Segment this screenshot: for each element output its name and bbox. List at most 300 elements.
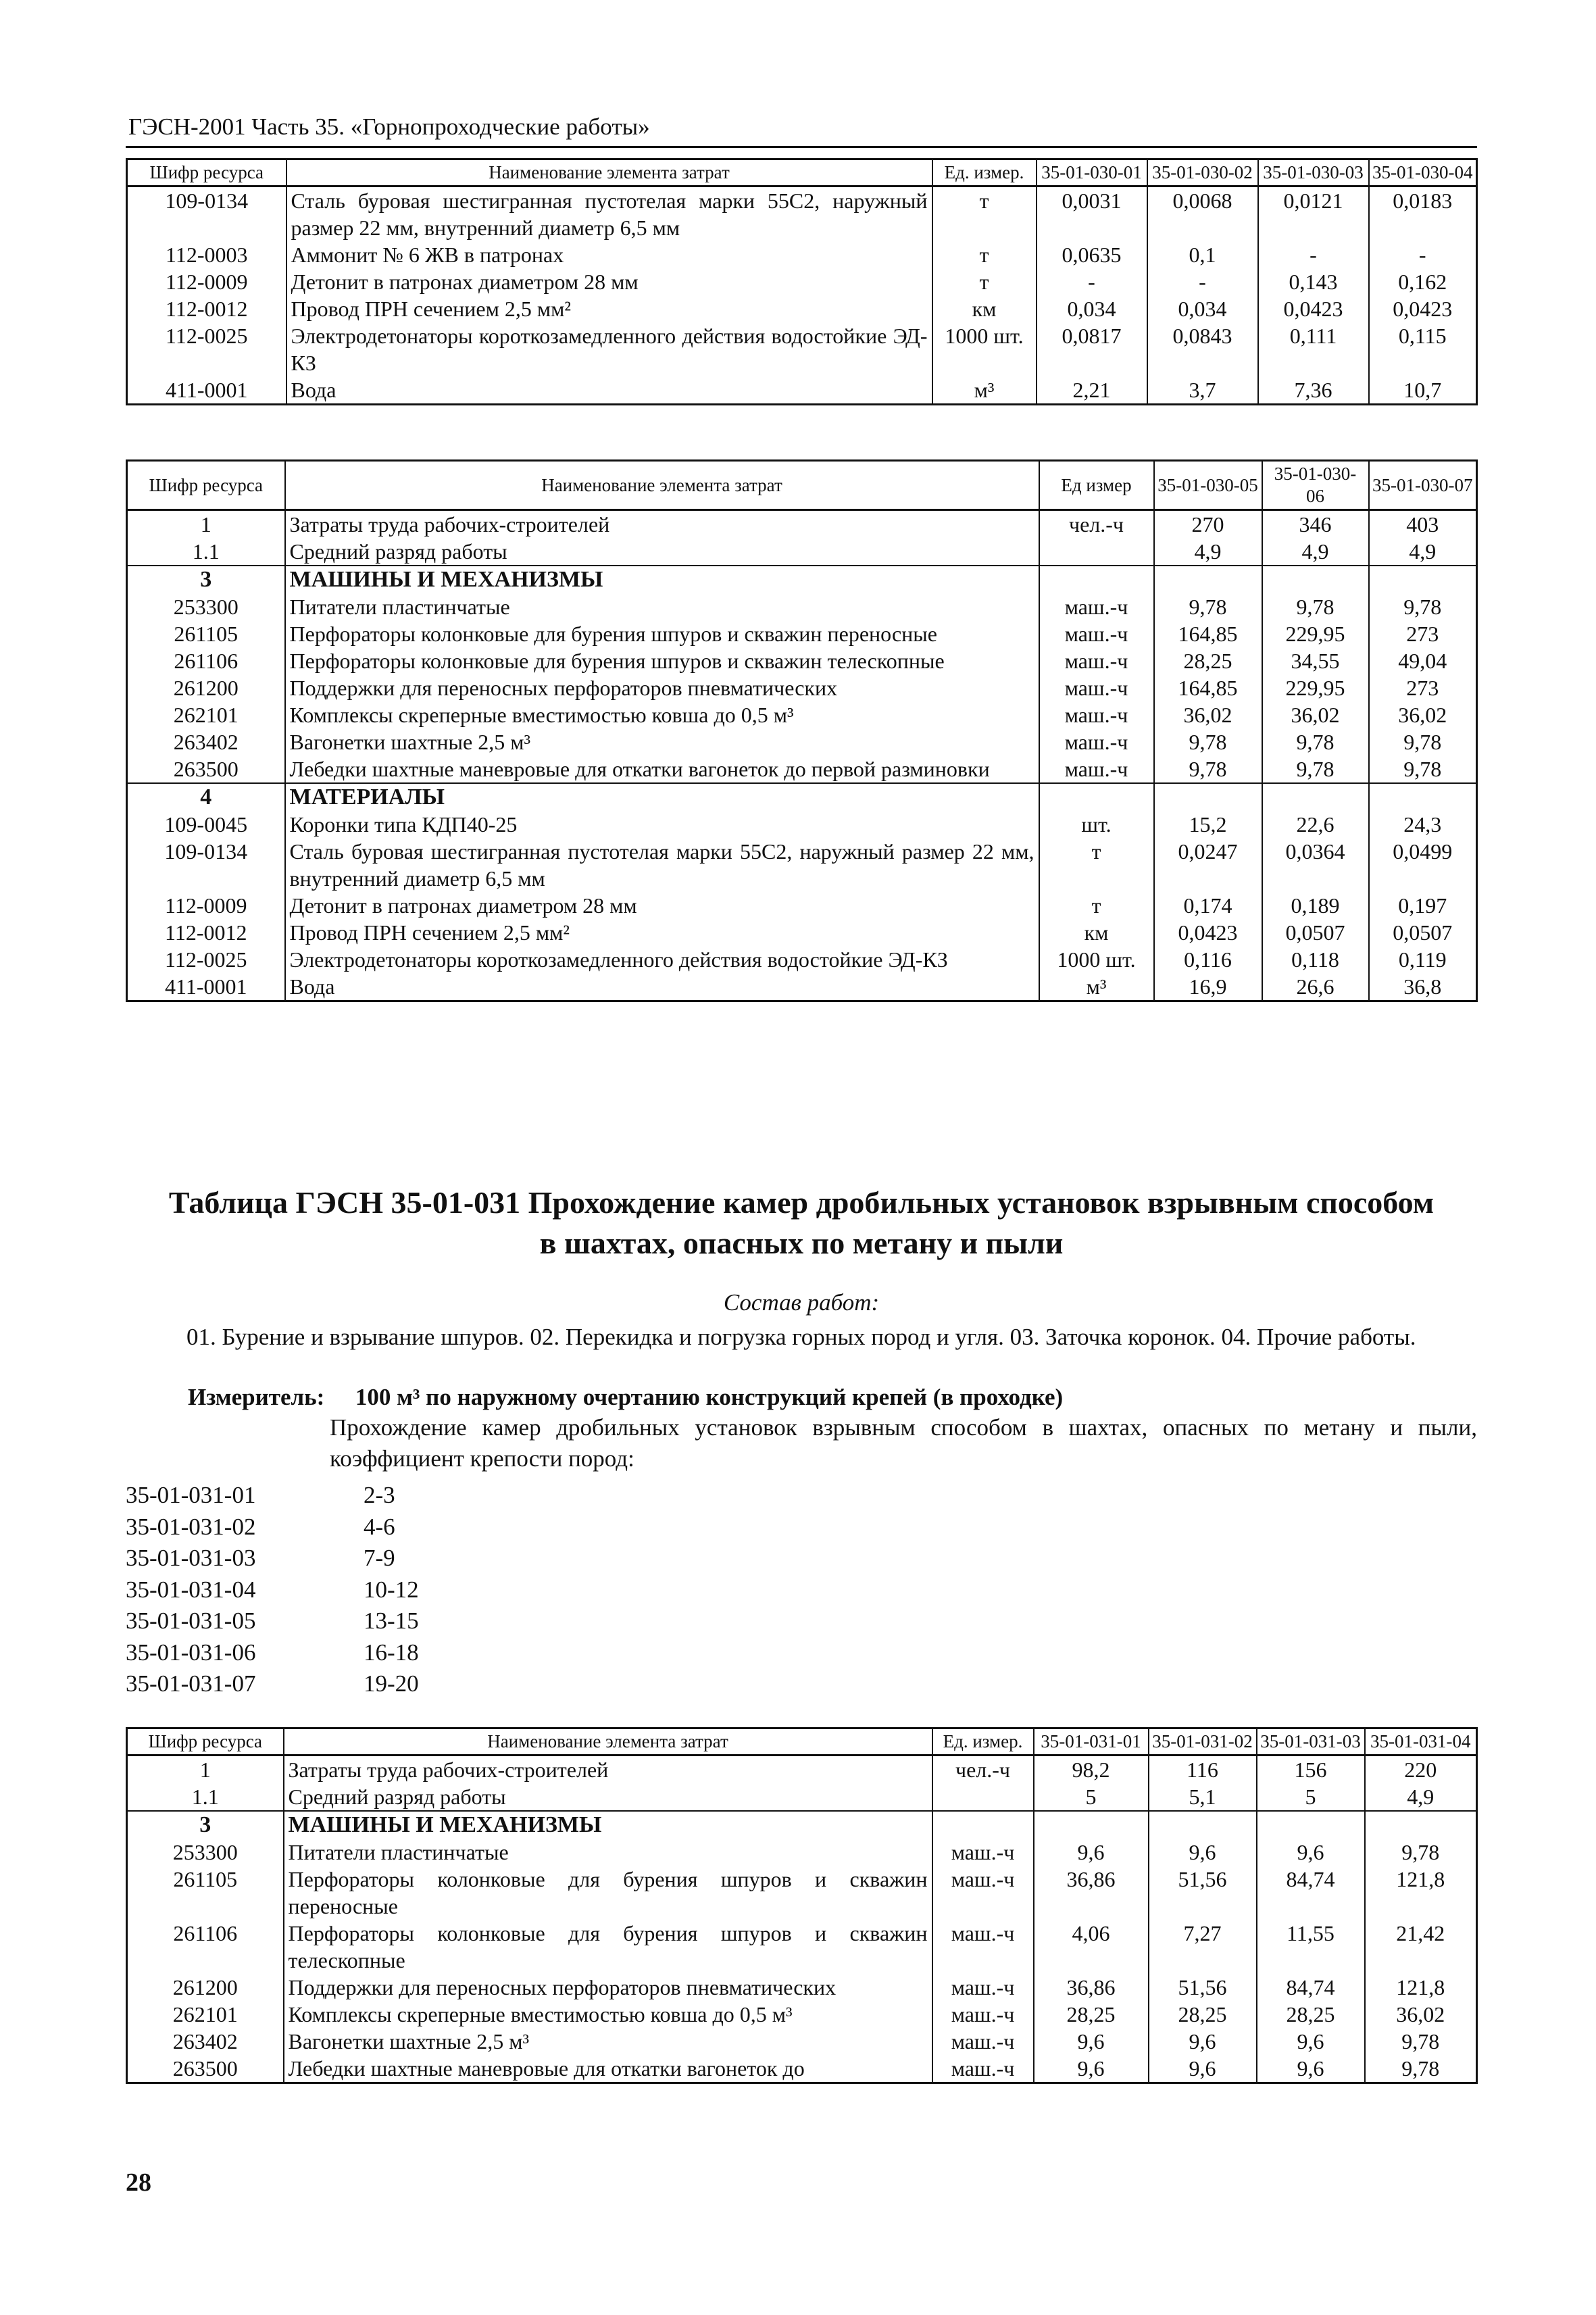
header-rule — [126, 146, 1477, 148]
table-row — [127, 811, 1477, 838]
resource-name: Сталь буровая шестигранная пустотелая марки 55С2, наружный размер 22 мм, внутренний диаметр 6,5 мм — [286, 186, 932, 242]
col-header-norm: 35-01-030-06 — [1262, 461, 1369, 510]
norm-value: 9,6 — [1149, 2028, 1257, 2055]
resource-name: Комплексы скреперные вместимостью ковша до 0,5 м³ — [284, 2001, 932, 2028]
table-row — [127, 295, 1477, 322]
resource-name: МАШИНЫ И МЕХАНИЗМЫ — [285, 566, 1039, 593]
col-header-norm: 35-01-030-07 — [1369, 461, 1477, 510]
norm-value: 0,0121 — [1258, 186, 1369, 242]
norm-value: 28,25 — [1257, 2001, 1365, 2028]
norm-value: 346 — [1262, 510, 1369, 539]
norm-value — [1149, 1811, 1257, 1839]
unit: маш.-ч — [932, 2028, 1034, 2055]
resource-code: 112-0009 — [127, 892, 285, 919]
norm-value: 36,8 — [1369, 973, 1477, 1001]
resource-code: 1 — [127, 510, 285, 539]
resource-code: 112-0012 — [127, 295, 286, 322]
norm-value: 403 — [1369, 510, 1477, 539]
table-row — [127, 1756, 1477, 1784]
norm-value: 9,78 — [1369, 728, 1477, 755]
norm-value: 0,0068 — [1147, 186, 1258, 242]
norm-value: 0,034 — [1147, 295, 1258, 322]
table-row — [127, 2001, 1477, 2028]
norm-code-row — [126, 1668, 419, 1700]
composition-text: 01. Бурение и взрывание шпуров. 02. Перекидка и погрузка горных пород и угля. 03. Заточка коронок. 04. Прочие работы. — [186, 1324, 1416, 1350]
unit — [1039, 783, 1154, 811]
norm-value: 9,78 — [1369, 593, 1477, 620]
norm-value: 9,78 — [1154, 755, 1262, 783]
norm-code-row — [126, 1605, 419, 1637]
resource-code: 112-0012 — [127, 919, 285, 946]
resource-name: Затраты труда рабочих-строителей — [285, 510, 1039, 539]
resource-name: Вода — [286, 376, 932, 405]
table-row — [127, 755, 1477, 783]
norm-value: - — [1258, 241, 1369, 268]
norm-value: 34,55 — [1262, 647, 1369, 674]
norm-value: 51,56 — [1149, 1974, 1257, 2001]
resource-code: 1 — [127, 1756, 284, 1784]
table-row — [127, 620, 1477, 647]
norm-value: 9,6 — [1149, 1839, 1257, 1866]
resource-name: Вагонетки шахтные 2,5 м³ — [284, 2028, 932, 2055]
norm-value: 0,1 — [1147, 241, 1258, 268]
norm-value: 0,0499 — [1369, 838, 1477, 892]
unit: чел.-ч — [1039, 510, 1154, 539]
table-row — [127, 268, 1477, 295]
resource-name: Электродетонаторы короткозамедленного действия водостойкие ЭД-КЗ — [285, 946, 1039, 973]
hardness-range: 19-20 — [364, 1670, 419, 1697]
resource-name: Перфораторы колонковые для бурения шпуров и скважин переносные — [284, 1866, 932, 1920]
table-row — [127, 892, 1477, 919]
norm-value: 28,25 — [1034, 2001, 1149, 2028]
hardness-range: 2-3 — [364, 1482, 395, 1508]
norm-value: 0,0423 — [1154, 919, 1262, 946]
norm-value: 5 — [1034, 1783, 1149, 1811]
composition-label: Состав работ: — [723, 1289, 880, 1316]
resource-name: Лебедки шахтные маневровые для откатки вагонеток до — [284, 2055, 932, 2083]
resource-code: 1.1 — [127, 1783, 284, 1811]
table-title — [126, 1183, 1477, 1264]
unit: чел.-ч — [932, 1756, 1034, 1784]
norm-code: 35-01-031-05 — [126, 1608, 256, 1634]
resource-name: Перфораторы колонковые для бурения шпуров и скважин переносные — [285, 620, 1039, 647]
norm-value: 4,06 — [1034, 1920, 1149, 1974]
norm-value: 51,56 — [1149, 1866, 1257, 1920]
col-header-norm: 35-01-030-04 — [1369, 159, 1477, 186]
resource-code: 253300 — [127, 593, 285, 620]
norm-value: 4,9 — [1262, 538, 1369, 566]
resource-code: 263500 — [127, 2055, 284, 2083]
col-header-code: Шифр ресурса — [127, 159, 286, 186]
table-row — [127, 838, 1477, 892]
col-header-norm: 35-01-030-03 — [1258, 159, 1369, 186]
norm-value: 84,74 — [1257, 1866, 1365, 1920]
resource-code: 263500 — [127, 755, 285, 783]
col-header-code: Шифр ресурса — [127, 461, 285, 510]
norm-value: 9,6 — [1034, 1839, 1149, 1866]
unit: маш.-ч — [1039, 593, 1154, 620]
norm-value: 0,174 — [1154, 892, 1262, 919]
resource-name: Сталь буровая шестигранная пустотелая марки 55С2, наружный размер 22 мм, внутренний диаметр 6,5 мм — [285, 838, 1039, 892]
norm-code-row — [126, 1637, 419, 1669]
table-row — [127, 376, 1477, 405]
norm-value: 5 — [1257, 1783, 1365, 1811]
norm-code-row — [126, 1543, 419, 1574]
norm-value: 0,0635 — [1037, 241, 1147, 268]
norm-value — [1154, 566, 1262, 593]
table-row — [127, 593, 1477, 620]
norm-value: 7,36 — [1258, 376, 1369, 405]
table-row — [127, 186, 1477, 242]
col-header-unit: Ед. измер. — [932, 159, 1037, 186]
resource-name: Перфораторы колонковые для бурения шпуров и скважин телескопные — [285, 647, 1039, 674]
table-row — [127, 973, 1477, 1001]
norm-value: 4,9 — [1365, 1783, 1477, 1811]
norm-value: 36,02 — [1262, 701, 1369, 728]
norm-value: 229,95 — [1262, 674, 1369, 701]
norm-value: 9,78 — [1365, 2028, 1477, 2055]
norm-value: 9,6 — [1257, 2028, 1365, 2055]
norm-value: 0,143 — [1258, 268, 1369, 295]
col-header-norm: 35-01-031-03 — [1257, 1728, 1365, 1756]
norm-value — [1369, 566, 1477, 593]
col-header-code: Шифр ресурса — [127, 1728, 284, 1756]
description: Прохождение камер дробильных установок взрывным способом в шахтах, опасных по метану и пыли, коэффициент крепости пород: — [330, 1414, 1477, 1472]
norm-value: 0,0507 — [1262, 919, 1369, 946]
norm-value: 98,2 — [1034, 1756, 1149, 1784]
norm-value: 10,7 — [1369, 376, 1477, 405]
norm-value: 36,02 — [1369, 701, 1477, 728]
resource-code: 263402 — [127, 2028, 284, 2055]
norm-value: 49,04 — [1369, 647, 1477, 674]
resource-table-2 — [126, 459, 1478, 1002]
norm-value: 121,8 — [1365, 1866, 1477, 1920]
resource-name: Поддержки для переносных перфораторов пневматических — [285, 674, 1039, 701]
resource-code: 1.1 — [127, 538, 285, 566]
norm-value: 3,7 — [1147, 376, 1258, 405]
table-row — [127, 1866, 1477, 1920]
table-row — [127, 2028, 1477, 2055]
norm-value: 36,02 — [1365, 2001, 1477, 2028]
resource-name: Перфораторы колонковые для бурения шпуров и скважин телескопные — [284, 1920, 932, 1974]
norm-value: 220 — [1365, 1756, 1477, 1784]
resource-name: Поддержки для переносных перфораторов пневматических — [284, 1974, 932, 2001]
table-row — [127, 1811, 1477, 1839]
resource-code: 261106 — [127, 1920, 284, 1974]
resource-code: 261105 — [127, 620, 285, 647]
norm-value: 4,9 — [1154, 538, 1262, 566]
norm-value: 121,8 — [1365, 1974, 1477, 2001]
norm-value: 0,162 — [1369, 268, 1477, 295]
table-row — [127, 1920, 1477, 1974]
resource-code: 112-0025 — [127, 322, 286, 376]
col-header-norm: 35-01-030-01 — [1037, 159, 1147, 186]
norm-value: 0,116 — [1154, 946, 1262, 973]
resource-name: Комплексы скреперные вместимостью ковша до 0,5 м³ — [285, 701, 1039, 728]
unit: маш.-ч — [1039, 728, 1154, 755]
norm-value: 28,25 — [1149, 2001, 1257, 2028]
unit — [932, 1783, 1034, 1811]
resource-code: 112-0009 — [127, 268, 286, 295]
table-row — [127, 538, 1477, 566]
norm-value: 0,0183 — [1369, 186, 1477, 242]
resource-code: 262101 — [127, 701, 285, 728]
norm-value: 11,55 — [1257, 1920, 1365, 1974]
hardness-range: 7-9 — [364, 1545, 395, 1571]
norm-value: 16,9 — [1154, 973, 1262, 1001]
measure-line — [188, 1384, 1063, 1411]
norm-value: 22,6 — [1262, 811, 1369, 838]
table-row — [127, 728, 1477, 755]
norm-value: 0,0247 — [1154, 838, 1262, 892]
norm-value: - — [1037, 268, 1147, 295]
resource-code: 4 — [127, 783, 285, 811]
unit: 1000 шт. — [932, 322, 1037, 376]
table-row — [127, 2055, 1477, 2083]
norm-value: 36,86 — [1034, 1866, 1149, 1920]
unit: км — [932, 295, 1037, 322]
norm-code-list — [126, 1480, 419, 1700]
norm-value: 5,1 — [1149, 1783, 1257, 1811]
norm-value — [1154, 783, 1262, 811]
table-row — [127, 1974, 1477, 2001]
norm-value: 9,6 — [1034, 2028, 1149, 2055]
norm-code: 35-01-031-04 — [126, 1576, 256, 1603]
norm-value: 229,95 — [1262, 620, 1369, 647]
resource-name: Лебедки шахтные маневровые для откатки вагонеток до первой разминовки — [285, 755, 1039, 783]
resource-name: Коронки типа КДП40-25 — [285, 811, 1039, 838]
norm-value — [1365, 1811, 1477, 1839]
norm-value: 15,2 — [1154, 811, 1262, 838]
resource-name: МАТЕРИАЛЫ — [285, 783, 1039, 811]
resource-code: 261106 — [127, 647, 285, 674]
norm-value: 2,21 — [1037, 376, 1147, 405]
running-header: ГЭСН-2001 Часть 35. «Горнопроходческие работы» — [128, 114, 650, 140]
unit: м³ — [1039, 973, 1154, 1001]
measure-label: Измеритель: — [188, 1384, 325, 1410]
unit: 1000 шт. — [1039, 946, 1154, 973]
col-header-name: Наименование элемента затрат — [285, 461, 1039, 510]
unit — [1039, 566, 1154, 593]
norm-value: 84,74 — [1257, 1974, 1365, 2001]
norm-value: 0,197 — [1369, 892, 1477, 919]
norm-value — [1369, 783, 1477, 811]
resource-code: 253300 — [127, 1839, 284, 1866]
norm-value: 28,25 — [1154, 647, 1262, 674]
norm-value: 9,78 — [1369, 755, 1477, 783]
resource-name: Детонит в патронах диаметром 28 мм — [285, 892, 1039, 919]
norm-code: 35-01-031-06 — [126, 1639, 256, 1666]
table-row — [127, 946, 1477, 973]
norm-value: 0,0817 — [1037, 322, 1147, 376]
resource-name: Провод ПРН сечением 2,5 мм² — [285, 919, 1039, 946]
norm-value: 9,78 — [1154, 593, 1262, 620]
unit: маш.-ч — [1039, 620, 1154, 647]
resource-code: 112-0025 — [127, 946, 285, 973]
norm-value: 164,85 — [1154, 620, 1262, 647]
unit: маш.-ч — [932, 2055, 1034, 2083]
resource-name: Аммонит № 6 ЖВ в патронах — [286, 241, 932, 268]
norm-value: 0,111 — [1258, 322, 1369, 376]
hardness-range: 4-6 — [364, 1513, 395, 1540]
resource-code: 109-0045 — [127, 811, 285, 838]
unit — [1039, 538, 1154, 566]
table-row — [127, 322, 1477, 376]
unit: маш.-ч — [932, 1839, 1034, 1866]
norm-value: 26,6 — [1262, 973, 1369, 1001]
hardness-range: 16-18 — [364, 1639, 419, 1666]
norm-value: 0,0423 — [1258, 295, 1369, 322]
resource-code: 411-0001 — [127, 376, 286, 405]
resource-code: 262101 — [127, 2001, 284, 2028]
norm-value: - — [1369, 241, 1477, 268]
norm-value: 156 — [1257, 1756, 1365, 1784]
norm-value: 9,6 — [1257, 1839, 1365, 1866]
norm-value: 9,78 — [1365, 2055, 1477, 2083]
norm-value: 270 — [1154, 510, 1262, 539]
table-title-line: в шахтах, опасных по метану и пыли — [539, 1226, 1064, 1260]
table-row — [127, 1839, 1477, 1866]
col-header-norm: 35-01-031-04 — [1365, 1728, 1477, 1756]
norm-code: 35-01-031-07 — [126, 1670, 256, 1697]
resource-name: Питатели пластинчатые — [285, 593, 1039, 620]
norm-value: 0,189 — [1262, 892, 1369, 919]
table-row — [127, 566, 1477, 593]
table-row — [127, 674, 1477, 701]
resource-table-1 — [126, 158, 1478, 405]
norm-value: 9,78 — [1262, 755, 1369, 783]
unit: т — [932, 268, 1037, 295]
unit: маш.-ч — [932, 1866, 1034, 1920]
norm-value: 0,0507 — [1369, 919, 1477, 946]
col-header-norm: 35-01-030-05 — [1154, 461, 1262, 510]
resource-name: Затраты труда рабочих-строителей — [284, 1756, 932, 1784]
norm-value: 21,42 — [1365, 1920, 1477, 1974]
norm-value: 0,0843 — [1147, 322, 1258, 376]
resource-code: 112-0003 — [127, 241, 286, 268]
resource-code: 411-0001 — [127, 973, 285, 1001]
unit: т — [1039, 838, 1154, 892]
page-number: 28 — [126, 2168, 151, 2197]
norm-value: 273 — [1369, 674, 1477, 701]
resource-name: Электродетонаторы короткозамедленного действия водостойкие ЭД-КЗ — [286, 322, 932, 376]
norm-code: 35-01-031-02 — [126, 1513, 256, 1540]
col-header-unit: Ед измер — [1039, 461, 1154, 510]
unit: маш.-ч — [1039, 674, 1154, 701]
hardness-range: 10-12 — [364, 1576, 419, 1603]
unit: маш.-ч — [1039, 701, 1154, 728]
norm-value: 273 — [1369, 620, 1477, 647]
norm-value: 0,0423 — [1369, 295, 1477, 322]
unit — [932, 1811, 1034, 1839]
norm-value: 7,27 — [1149, 1920, 1257, 1974]
table-row — [127, 1783, 1477, 1811]
resource-name: Провод ПРН сечением 2,5 мм² — [286, 295, 932, 322]
norm-value: 0,119 — [1369, 946, 1477, 973]
norm-value: 0,0031 — [1037, 186, 1147, 242]
norm-value: 164,85 — [1154, 674, 1262, 701]
col-header-norm: 35-01-031-02 — [1149, 1728, 1257, 1756]
resource-name: Вода — [285, 973, 1039, 1001]
col-header-norm: 35-01-031-01 — [1034, 1728, 1149, 1756]
norm-value: 9,6 — [1149, 2055, 1257, 2083]
norm-value — [1257, 1811, 1365, 1839]
norm-value: 36,02 — [1154, 701, 1262, 728]
norm-value: 0,115 — [1369, 322, 1477, 376]
norm-code: 35-01-031-01 — [126, 1482, 256, 1508]
unit: маш.-ч — [1039, 647, 1154, 674]
table-row — [127, 701, 1477, 728]
norm-value: 9,6 — [1257, 2055, 1365, 2083]
norm-code-row — [126, 1480, 419, 1512]
norm-value: 9,78 — [1262, 728, 1369, 755]
norm-code: 35-01-031-03 — [126, 1545, 256, 1571]
norm-value — [1262, 566, 1369, 593]
norm-value: 0,034 — [1037, 295, 1147, 322]
col-header-name: Наименование элемента затрат — [284, 1728, 932, 1756]
unit: т — [932, 186, 1037, 242]
norm-value: 0,0364 — [1262, 838, 1369, 892]
resource-name: Питатели пластинчатые — [284, 1839, 932, 1866]
norm-value: 9,78 — [1262, 593, 1369, 620]
table-title-line: Таблица ГЭСН 35-01-031 Прохождение камер дробильных установок взрывным способом — [168, 1185, 1435, 1220]
resource-name: Средний разряд работы — [285, 538, 1039, 566]
hardness-range: 13-15 — [364, 1608, 419, 1634]
unit: т — [1039, 892, 1154, 919]
resource-code: 3 — [127, 566, 285, 593]
unit: км — [1039, 919, 1154, 946]
measure-text: 100 м³ по наружному очертанию конструкций крепей (в проходке) — [355, 1384, 1064, 1410]
unit: м³ — [932, 376, 1037, 405]
norm-value: 4,9 — [1369, 538, 1477, 566]
table-row — [127, 647, 1477, 674]
norm-value: 9,78 — [1154, 728, 1262, 755]
norm-value — [1262, 783, 1369, 811]
unit: маш.-ч — [932, 2001, 1034, 2028]
norm-value: 0,118 — [1262, 946, 1369, 973]
norm-value: 36,86 — [1034, 1974, 1149, 2001]
table-row — [127, 241, 1477, 268]
unit: маш.-ч — [932, 1920, 1034, 1974]
unit: шт. — [1039, 811, 1154, 838]
norm-value — [1034, 1811, 1149, 1839]
unit: т — [932, 241, 1037, 268]
unit: маш.-ч — [932, 1974, 1034, 2001]
resource-name: Детонит в патронах диаметром 28 мм — [286, 268, 932, 295]
norm-value: 9,78 — [1365, 1839, 1477, 1866]
resource-table-3 — [126, 1727, 1478, 2084]
resource-code: 263402 — [127, 728, 285, 755]
resource-code: 109-0134 — [127, 186, 286, 242]
resource-name: МАШИНЫ И МЕХАНИЗМЫ — [284, 1811, 932, 1839]
col-header-unit: Ед. измер. — [932, 1728, 1034, 1756]
table-row — [127, 783, 1477, 811]
col-header-norm: 35-01-030-02 — [1147, 159, 1258, 186]
resource-name: Средний разряд работы — [284, 1783, 932, 1811]
resource-code: 3 — [127, 1811, 284, 1839]
norm-value: 9,6 — [1034, 2055, 1149, 2083]
table-row — [127, 510, 1477, 539]
norm-value: - — [1147, 268, 1258, 295]
col-header-name: Наименование элемента затрат — [286, 159, 932, 186]
unit: маш.-ч — [1039, 755, 1154, 783]
norm-code-row — [126, 1574, 419, 1606]
resource-code: 261105 — [127, 1866, 284, 1920]
resource-code: 261200 — [127, 674, 285, 701]
norm-value: 24,3 — [1369, 811, 1477, 838]
resource-code: 109-0134 — [127, 838, 285, 892]
resource-code: 261200 — [127, 1974, 284, 2001]
